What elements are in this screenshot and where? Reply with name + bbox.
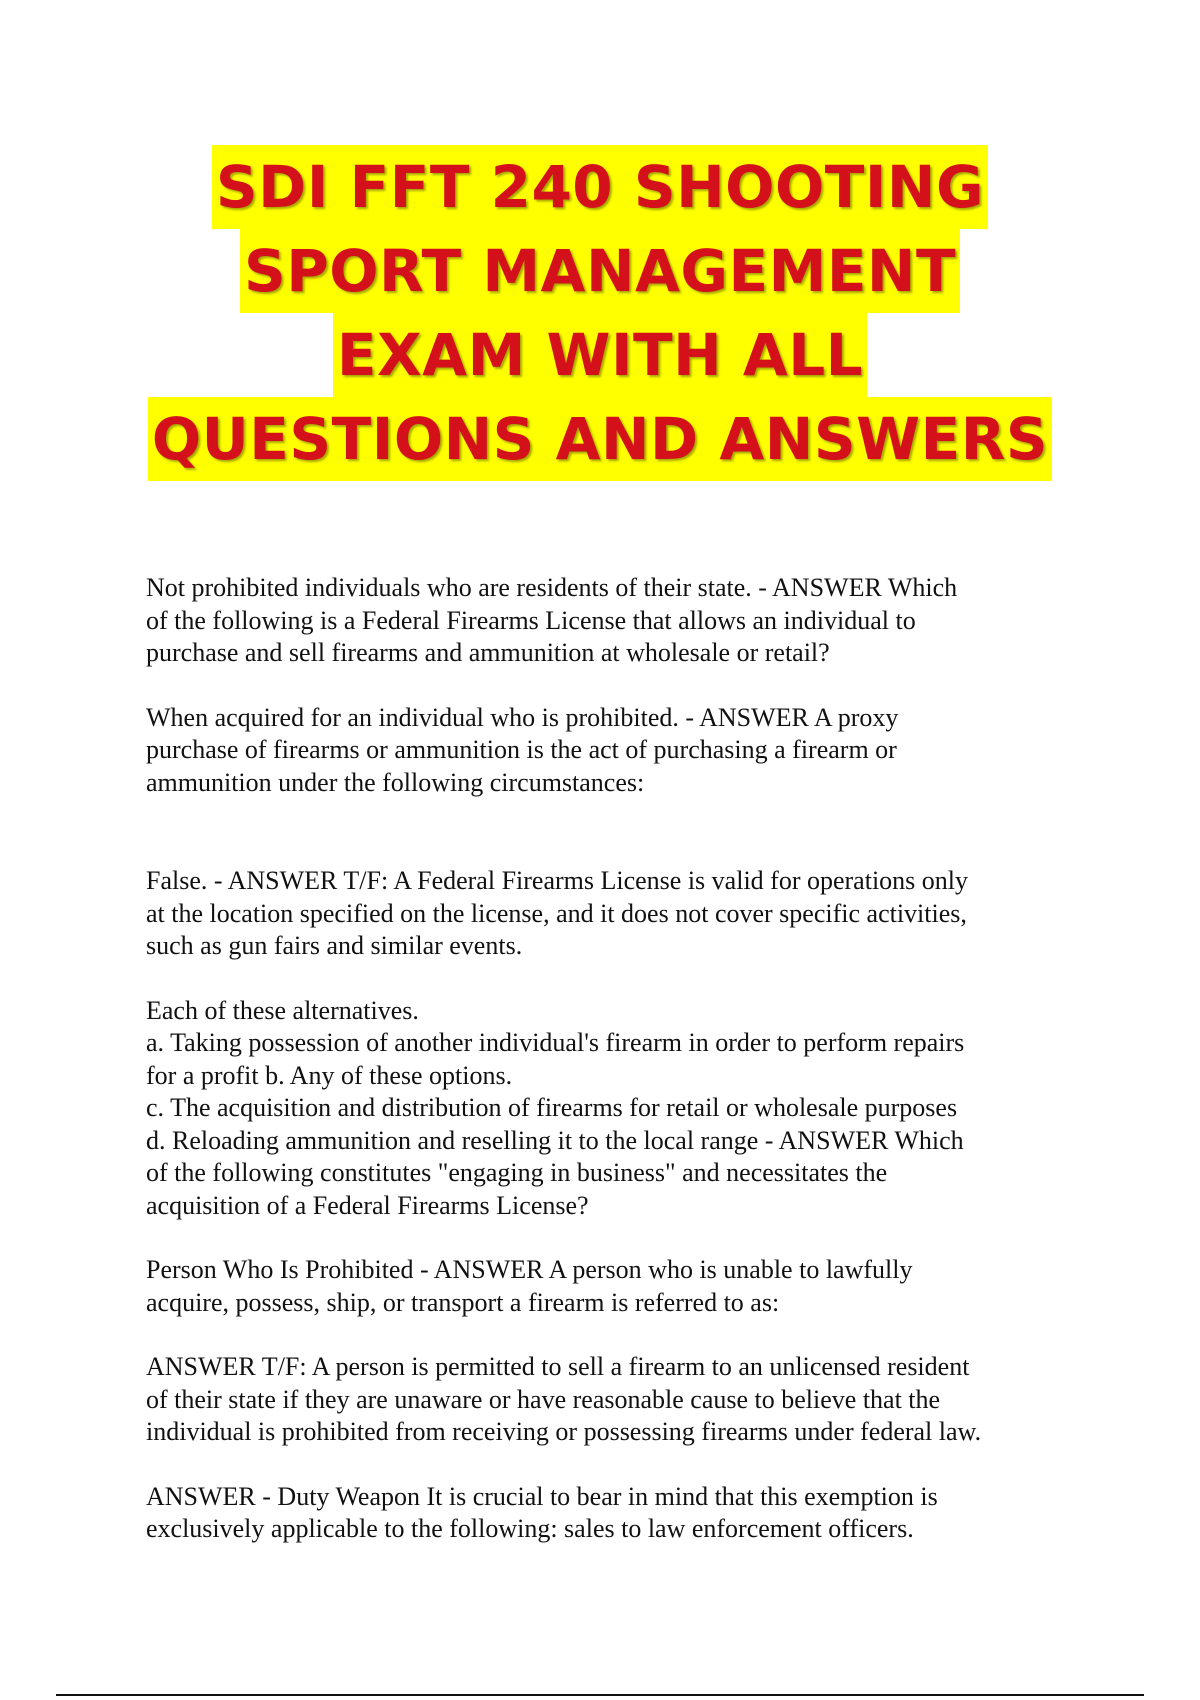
qa-paragraph-2 bbox=[146, 702, 1076, 800]
title-line-3: EXAM WITH ALL bbox=[333, 313, 867, 397]
page-bottom-rule bbox=[56, 1694, 1144, 1696]
text-line: such as gun fairs and similar events. bbox=[146, 931, 523, 960]
paragraph-gap bbox=[146, 1449, 1076, 1481]
text-line: individual is prohibited from receiving or possessing firearms under federal law. bbox=[146, 1417, 982, 1446]
text-line: ANSWER - Duty Weapon It is crucial to bear in mind that this exemption is bbox=[146, 1481, 938, 1511]
text-line: purchase and sell firearms and ammunition at wholesale or retail? bbox=[146, 638, 830, 667]
qa-paragraph-7 bbox=[146, 1481, 1076, 1546]
text-line: of the following is a Federal Firearms License that allows an individual to bbox=[146, 605, 916, 635]
title-line-2: SPORT MANAGEMENT bbox=[240, 229, 960, 313]
text-line: Not prohibited individuals who are residents of their state. - ANSWER Which bbox=[146, 573, 958, 602]
text-line: purchase of firearms or ammunition is the act of purchasing a firearm or bbox=[146, 735, 897, 764]
qa-paragraph-3 bbox=[146, 865, 1076, 963]
text-line: Each of these alternatives. bbox=[146, 995, 419, 1025]
text-line: ANSWER T/F: A person is permitted to sell a firearm to an unlicensed resident bbox=[146, 1352, 970, 1381]
text-line: for a profit b. Any of these options. bbox=[146, 1060, 513, 1090]
text-line: at the location specified on the license, and it does not cover specific activities, bbox=[146, 898, 967, 928]
document-body bbox=[146, 572, 1076, 1546]
text-line: When acquired for an individual who is prohibited. - ANSWER A proxy bbox=[146, 702, 899, 732]
title-line-4: QUESTIONS AND ANSWERS bbox=[148, 397, 1052, 481]
document-title bbox=[0, 145, 1200, 481]
title-line-1: SDI FFT 240 SHOOTING bbox=[212, 145, 988, 229]
text-line: False. - ANSWER T/F: A Federal Firearms License is valid for operations only bbox=[146, 866, 969, 895]
text-line: of the following constitutes "engaging in business" and necessitates the bbox=[146, 1158, 888, 1187]
paragraph-gap bbox=[146, 1319, 1076, 1351]
text-line: ammunition under the following circumstances: bbox=[146, 767, 645, 797]
text-line: d. Reloading ammunition and reselling it to the local range - ANSWER Which bbox=[146, 1125, 964, 1155]
qa-paragraph-4 bbox=[146, 995, 1076, 1223]
text-line: of their state if they are unaware or have reasonable cause to believe that the bbox=[146, 1384, 941, 1414]
paragraph-gap bbox=[146, 670, 1076, 702]
text-line: Person Who Is Prohibited - ANSWER A person who is unable to lawfully bbox=[146, 1255, 913, 1284]
qa-paragraph-6 bbox=[146, 1351, 1076, 1449]
text-line: acquire, possess, ship, or transport a firearm is referred to as: bbox=[146, 1287, 780, 1317]
paragraph-gap bbox=[146, 1222, 1076, 1254]
text-line: a. Taking possession of another individual's firearm in order to perform repairs bbox=[146, 1028, 965, 1057]
qa-paragraph-1 bbox=[146, 572, 1076, 670]
paragraph-gap bbox=[146, 963, 1076, 995]
text-line: exclusively applicable to the following: sales to law enforcement officers. bbox=[146, 1514, 914, 1543]
qa-paragraph-5 bbox=[146, 1254, 1076, 1319]
text-line: c. The acquisition and distribution of firearms for retail or wholesale purposes bbox=[146, 1093, 958, 1122]
paragraph-gap bbox=[146, 799, 1076, 865]
text-line: acquisition of a Federal Firearms License? bbox=[146, 1190, 589, 1220]
